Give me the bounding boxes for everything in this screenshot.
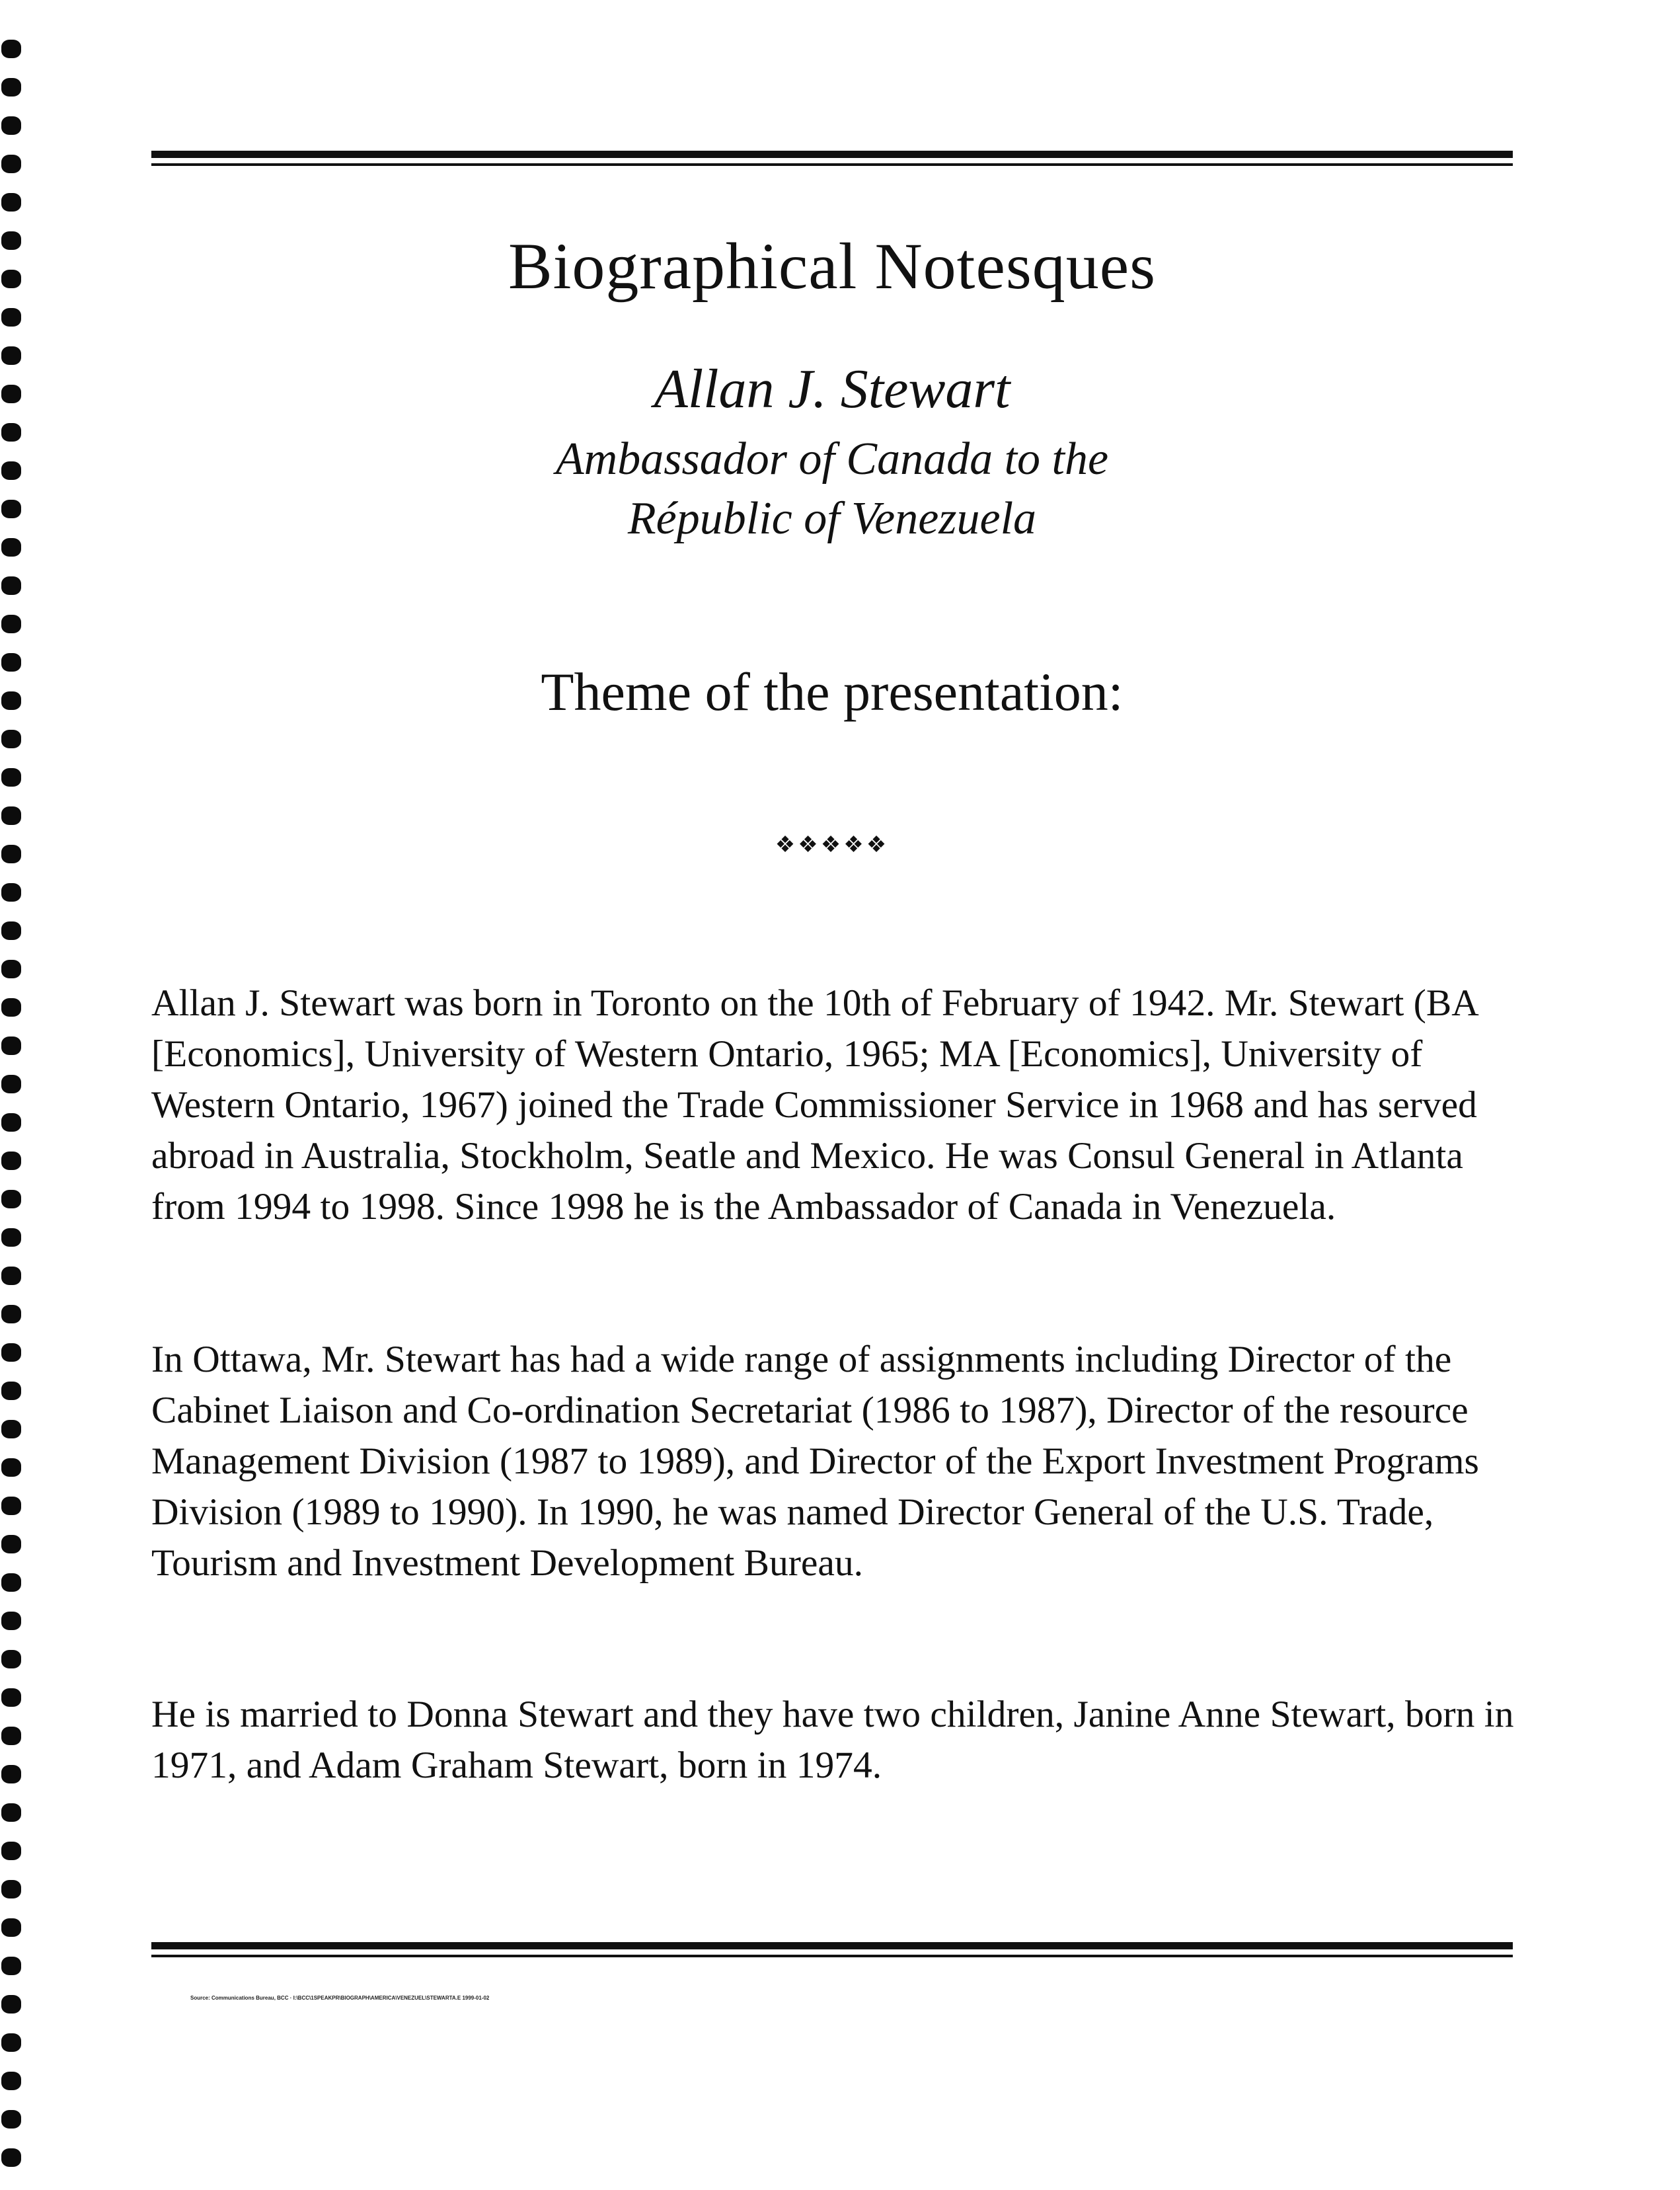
binding-hole	[1, 1650, 21, 1668]
binding-hole	[1, 1497, 21, 1515]
source-footer: Source: Communications Bureau, BCC · I:\BCC\1SPEAKPR\BIOGRAPH\AMERICA\VENEZUEL\STEWARTA.E 1999-01-02	[190, 1995, 490, 2001]
binding-hole	[1, 2072, 21, 2090]
binding-hole	[1, 2033, 21, 2052]
binding-hole	[1, 1458, 21, 1477]
binding-hole	[1, 1113, 21, 1132]
person-name: Allan J. Stewart	[654, 358, 1011, 420]
binding-hole	[1, 1918, 21, 1937]
binding-hole	[1, 1612, 21, 1630]
binding-hole	[1, 1036, 21, 1055]
binding-hole	[1, 193, 21, 212]
binding-hole	[1, 2148, 21, 2167]
binding-hole	[1, 1765, 21, 1783]
theme-heading: Theme of the presentation:	[541, 662, 1124, 722]
diamond-separator-icon: ❖❖❖❖❖	[775, 833, 890, 857]
binding-hole	[1, 155, 21, 173]
binding-hole	[1, 423, 21, 442]
person-role-line-2: Républic of Venezuela	[627, 493, 1037, 544]
binding-hole	[1, 1343, 21, 1362]
binding-hole	[1, 1688, 21, 1707]
binding-hole	[1, 615, 21, 633]
binding-hole	[1, 346, 21, 365]
binding-hole	[1, 1305, 21, 1323]
binding-hole	[1, 538, 21, 557]
binding-hole	[1, 653, 21, 672]
bottom-double-rule	[151, 1942, 1513, 1957]
binding-hole	[1, 270, 21, 288]
binding-hole	[1, 78, 21, 97]
binding-hole	[1, 806, 21, 825]
binding-hole	[1, 1535, 21, 1553]
binding-hole	[1, 691, 21, 710]
binding-hole	[1, 1420, 21, 1438]
binding-hole	[1, 730, 21, 748]
binding-hole	[1, 845, 21, 863]
binding-hole	[1, 231, 21, 250]
binding-hole	[1, 385, 21, 403]
binding-hole	[1, 1995, 21, 2014]
binding-hole	[1, 1075, 21, 1093]
binding-hole	[1, 1957, 21, 1975]
binding-hole	[1, 998, 21, 1017]
binding-hole	[1, 1842, 21, 1860]
binding-hole	[1, 2110, 21, 2129]
binding-hole	[1, 1803, 21, 1822]
binding-hole	[1, 1880, 21, 1898]
binding-hole	[1, 308, 21, 327]
binding-hole	[1, 921, 21, 940]
person-role-line-1: Ambassador of Canada to the	[555, 434, 1109, 485]
binding-hole	[1, 883, 21, 902]
binding-hole	[1, 40, 21, 58]
biography-paragraph-2: In Ottawa, Mr. Stewart has had a wide range of assignments including Director of the Cabinet Liaison and Co-ordination Secretariat (1986 to 1987), Director of the resource Management Division (1987 to 1989), and Director of the Export Investment Programs Division (1989 to 1990). In 1990, he was named Director General of the U.S. Trade, Tourism and Investment Development Bureau.	[151, 1339, 1479, 1584]
binding-hole	[1, 768, 21, 787]
binding-hole	[1, 500, 21, 518]
binding-hole	[1, 1152, 21, 1170]
binding-hole	[1, 1727, 21, 1745]
binding-hole	[1, 1267, 21, 1285]
binding-hole	[1, 960, 21, 978]
biography-paragraph-3: He is married to Donna Stewart and they have two children, Janine Anne Stewart, born in 1971, and Adam Graham Stewart, born in 1974.	[151, 1694, 1514, 1786]
binding-hole	[1, 1190, 21, 1208]
binding-holes	[0, 0, 40, 2190]
top-double-rule	[151, 151, 1513, 166]
binding-hole	[1, 1382, 21, 1400]
biography-paragraph-1: Allan J. Stewart was born in Toronto on the 10th of February of 1942. Mr. Stewart (BA [Economics], University of Western Ontario, 1965; MA [Economics], University of Western Ontario, 1967) joined the Trade Commissioner Service in 1968 and has served abroad in Australia, Stockholm, Seatle and Mexico. He was Consul General in Atlanta from 1994 to 1998. Since 1998 he is the Ambassador of Canada in Venezuela.	[151, 982, 1477, 1228]
binding-hole	[1, 576, 21, 595]
binding-hole	[1, 1573, 21, 1592]
binding-hole	[1, 461, 21, 480]
binding-hole	[1, 116, 21, 135]
binding-hole	[1, 1228, 21, 1247]
page-title: Biographical Notesques	[508, 229, 1157, 303]
